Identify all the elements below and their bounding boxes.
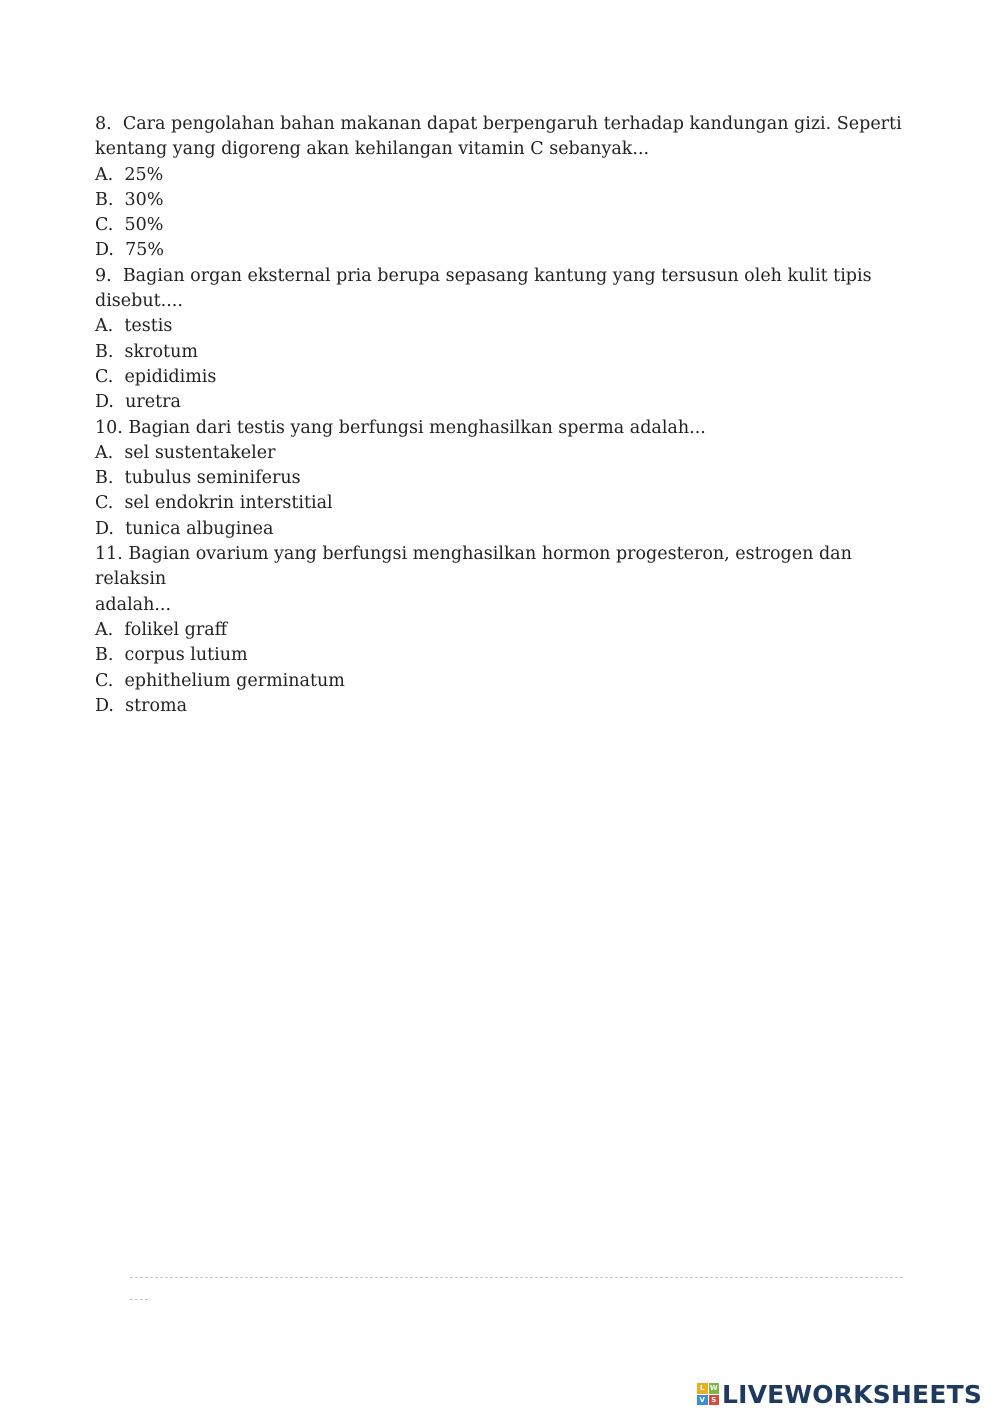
option-d: D. stroma (95, 695, 188, 716)
logo-tile-v: V (697, 1395, 708, 1406)
option-b: B. corpus lutium (95, 645, 248, 666)
question-text-line: 8. Cara pengolahan bahan makanan dapat berpengaruh terhadap kandungan gizi. Seperti (95, 114, 902, 134)
option-c: C. sel endokrin interstitial (95, 493, 333, 514)
question-text-line: adalah... (95, 594, 172, 615)
option-a: A. 25% (95, 164, 164, 185)
liveworksheets-logo (697, 1377, 997, 1411)
question-11 (95, 542, 915, 719)
option-c: C. ephithelium germinatum (95, 670, 345, 691)
option-a: A. testis (95, 316, 173, 337)
question-text-line: 11. Bagian ovarium yang berfungsi menghasilkan hormon progesteron, estrogen dan relaksin (95, 544, 858, 590)
question-text-line: 9. Bagian organ eksternal pria berupa sepasang kantung yang tersusun oleh kulit tipis (95, 265, 872, 286)
option-d: D. 75% (95, 240, 164, 261)
liveworksheets-wordmark: LIVEWORKSHEETS (722, 1379, 983, 1409)
option-a: A. folikel graff (95, 619, 228, 640)
worksheet-content (95, 112, 915, 719)
option-a: A. sel sustentakeler (95, 442, 276, 463)
answer-divider-line (130, 1277, 903, 1278)
option-b: B. skrotum (95, 341, 198, 362)
option-c: C. 50% (95, 215, 164, 236)
question-text-line: disebut.... (95, 291, 183, 312)
question-text-line: 10. Bagian dari testis yang berfungsi menghasilkan sperma adalah... (95, 417, 706, 438)
logo-tile-s: S (709, 1395, 720, 1406)
question-9 (95, 264, 915, 416)
logo-tile-w: W (709, 1384, 718, 1392)
option-b: B. 30% (95, 189, 164, 210)
option-c: C. epididimis (95, 366, 217, 387)
liveworksheets-logo-icon (697, 1383, 719, 1405)
answer-divider-stub (130, 1299, 148, 1300)
option-d: D. uretra (95, 392, 181, 413)
question-8 (95, 112, 915, 264)
question-text-line: kentang yang digoreng akan kehilangan vitamin C sebanyak... (95, 139, 650, 160)
option-d: D. tunica albuginea (95, 518, 274, 539)
option-b: B. tubulus seminiferus (95, 468, 301, 489)
logo-tile-l: L (697, 1383, 708, 1394)
question-10 (95, 416, 915, 542)
